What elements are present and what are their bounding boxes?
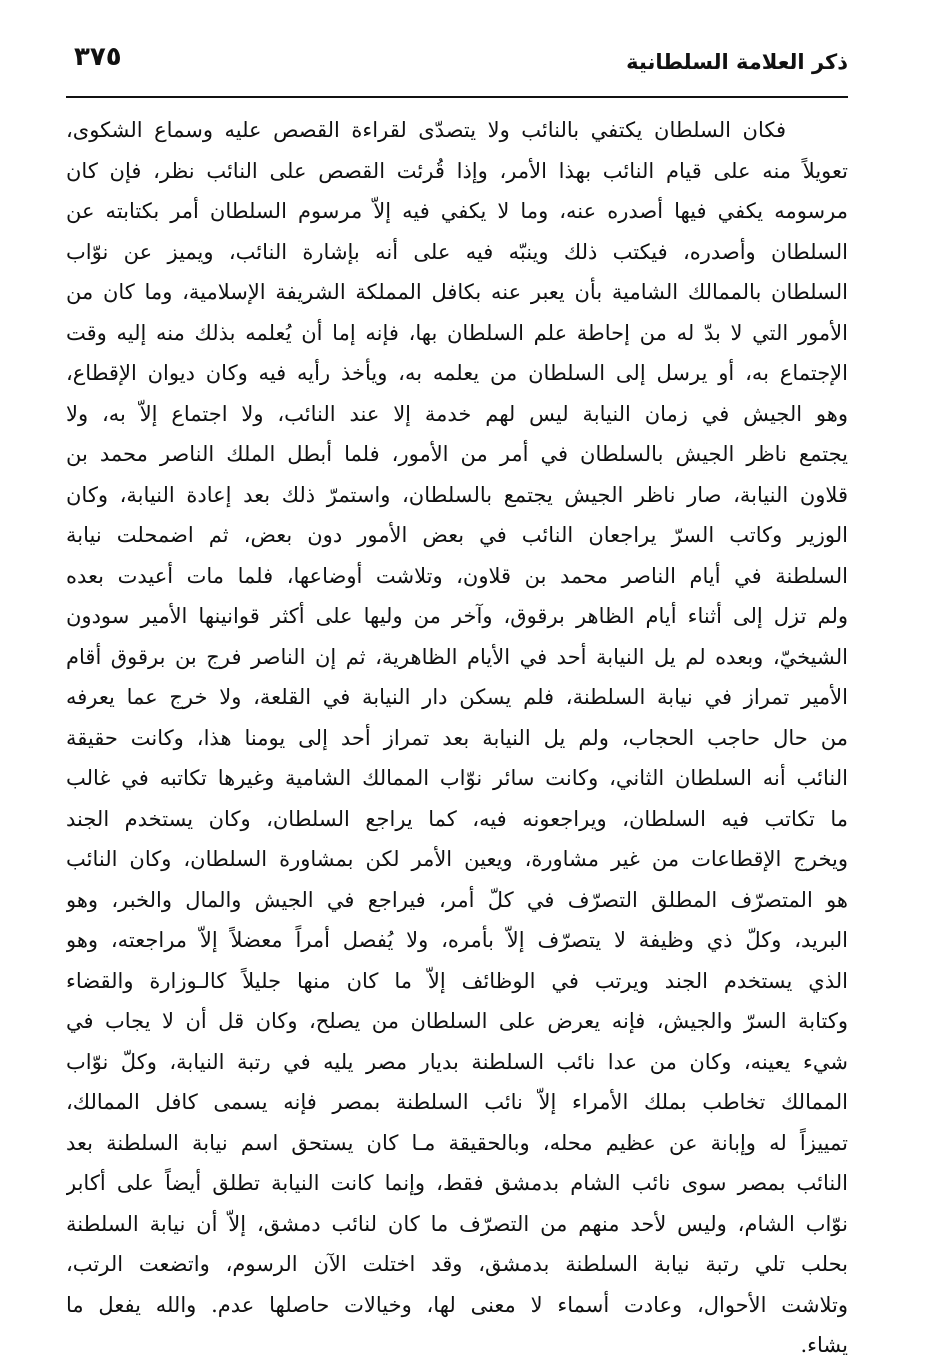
text-line: يشاء. bbox=[800, 1333, 848, 1357]
text-line: تعويلاً منه على قيام النائب بهذا الأمر، وإذا قُرئت القصص على النائب نظر، فإن كان bbox=[66, 158, 848, 183]
text-line: السلطان بالممالك الشامية بأن يعبر عنه بكافل المملكة الشريفة الإسلامية، وما كان من bbox=[66, 280, 848, 304]
text-line: هو المتصرّف المطلق التصرّف في كلّ أمر، فيراجع في الجيش والمال والخبر، وهو bbox=[66, 887, 848, 912]
text-line: قلاون النيابة، صار ناظر الجيش يجتمع بالسلطان، واستمرّ ذلك بعد إعادة النيابة، وكان bbox=[66, 482, 848, 507]
text-line: البريد، وكلّ ذي وظيفة لا يتصرّف إلاّ بأمره، ولا يُفصل أمراً معضلاً إلاّ مراجعته، وهو bbox=[66, 928, 848, 952]
text-line: الأمور التي لا بدّ له من إحاطة علم السلطان بها، فإنه إما أن يُعلمه بذلك منه إليه وقت bbox=[66, 320, 848, 345]
text-line: ويخرج الإقطاعات من غير مشاورة، ويعين الأمر لكن بمشاورة السلطان، وكان النائب bbox=[66, 847, 848, 871]
running-title: ذكر العلامة السلطانية bbox=[626, 50, 848, 74]
text-line: الذي يستخدم الجند ويرتب في الوظائف إلاّ ما كان منها جليلاً كالـوزارة والقضاء bbox=[66, 968, 848, 993]
text-line: النائب بمصر سوى نائب الشام بدمشق فقط، وإنما كانت النيابة تطلق أيضاً على أكابر bbox=[66, 1171, 848, 1195]
header-divider bbox=[66, 96, 848, 98]
text-line: بحلب تلي رتبة نيابة السلطنة بدمشق، وقد اختلت الآن الرسوم، واتضعت الرتب، bbox=[66, 1252, 848, 1276]
text-line: الأمير تمراز في نيابة السلطنة، فلم يسكن دار النيابة في القلعة، ولا خرج عما يعرفه bbox=[66, 685, 848, 709]
text-line: الوزير وكاتب السرّ يراجعان النائب في بعض الأمور دون بعض، ثم اضمحلت نيابة bbox=[66, 523, 848, 547]
text-line: مرسومه يكفي فيها أصدره عنه، وما لا يكفي فيه إلاّ مرسوم السلطان أمر بكتابته عن bbox=[66, 199, 848, 223]
text-line: ولم تزل إلى أثناء أيام الظاهر برقوق، وآخر من وليها على أكثر قوانينها الأمير سودون bbox=[66, 604, 848, 628]
page-number: ٣٧٥ bbox=[74, 42, 122, 72]
text-line: الشيخيّ، وبعده لم يل النيابة أحد في الأيام الظاهرية، ثم إن الناصر فرج بن برقوق أقام bbox=[66, 644, 848, 669]
text-line: تمييزاً له وإبانة عن عظيم محله، وبالحقيقة مـا كان يستحق اسم نيابة السلطنة بعد bbox=[66, 1130, 848, 1155]
text-line: وهو الجيش في زمان النيابة ليس لهم خدمة إلا عند النائب، ولا اجتماع إلاّ به، ولا bbox=[66, 401, 848, 426]
text-line: ما تكاتب فيه السلطان، ويراجعونه فيه، كما يراجع السلطان، وكان يستخدم الجند bbox=[66, 806, 848, 831]
text-line: من حال حاجب الحجاب، ولم يل النيابة بعد تمراز أحد إلى يومنا هذا، وكانت حقيقة bbox=[66, 725, 848, 750]
text-line: الممالك تخاطب بملك الأمراء إلاّ نائب السلطنة بمصر فإنه يسمى كافل الممالك، bbox=[66, 1090, 848, 1114]
text-line: نوّاب الشام، وليس لأحد منهم من التصرّف ما كان لنائب دمشق، إلاّ أن نيابة السلطنة bbox=[66, 1211, 848, 1236]
text-line: السلطنة في أيام الناصر محمد بن قلاون، وتلاشت أوضاعها، فلما مات أعيدت بعده bbox=[66, 563, 848, 588]
text-line: وكتابة السرّ والجيش، فإنه يعرض على السلطان من يصلح، وكان قل أن لا يجاب في bbox=[66, 1009, 848, 1033]
text-line: وتلاشت الأحوال، وعادت أسماء لا معنى لها، وخيالات حاصلها عدم. والله يفعل ما bbox=[66, 1292, 848, 1317]
text-line: النائب أنه السلطان الثاني، وكانت سائر نوّاب الممالك الشامية وغيرها تكاتبه في غالب bbox=[66, 766, 848, 790]
text-line: يجتمع ناظر الجيش بالسلطان في أمر من الأمور، فلما أبطل الملك الناصر محمد بن bbox=[66, 442, 848, 466]
text-line: الإجتماع به، أو يرسل إلى السلطان من يعلمه به، ويأخذ رأيه فيه وكان ديوان الإقطاع، bbox=[66, 361, 848, 385]
text-line: السلطان وأصدره، فيكتب ذلك وينبّه فيه على أنه بإشارة النائب، ويميز عن نوّاب bbox=[66, 239, 848, 264]
text-line: شيء يعينه، وكان من عدا نائب السلطنة بديار مصر يليه في رتبة النيابة، وكلّ نوّاب bbox=[66, 1049, 848, 1074]
body-text bbox=[66, 110, 848, 1366]
text-line: فكان السلطان يكتفي بالنائب ولا يتصدّى لقراءة القصص عليه وسماع الشكوى، bbox=[66, 118, 786, 142]
page-header bbox=[66, 38, 848, 94]
